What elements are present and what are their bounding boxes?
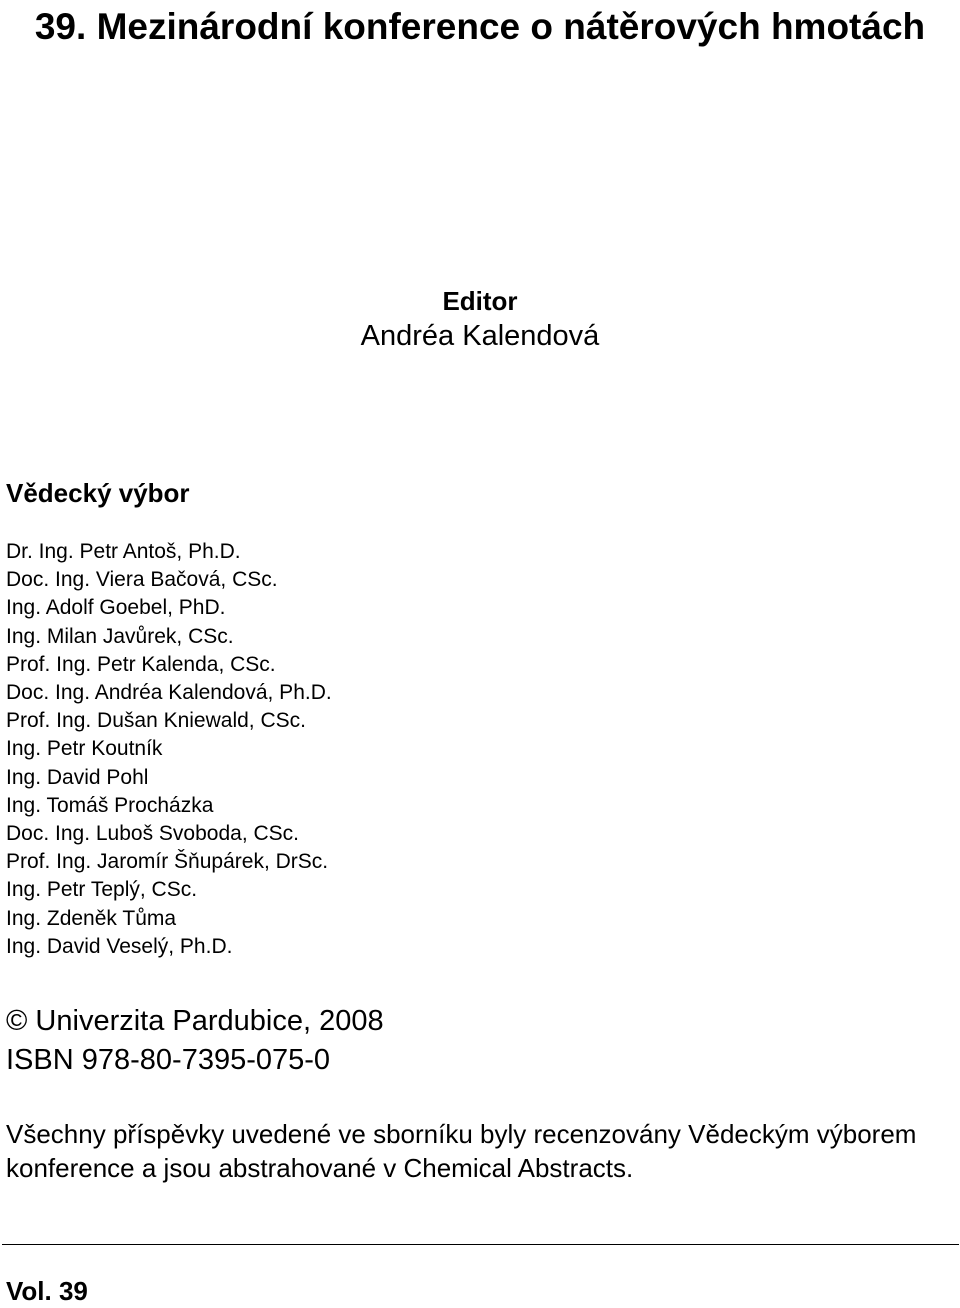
committee-member: Ing. Tomáš Procházka [6, 793, 214, 817]
committee-member: Doc. Ing. Viera Bačová, CSc. [6, 568, 278, 592]
committee-member: Prof. Ing. Dušan Kniewald, CSc. [6, 709, 306, 733]
editor-label: Editor [442, 286, 518, 316]
committee-member: Ing. Milan Javůrek, CSc. [6, 624, 234, 648]
committee-member: Prof. Ing. Petr Kalenda, CSc. [6, 652, 276, 676]
committee-member: Doc. Ing. Andréa Kalendová, Ph.D. [6, 681, 332, 705]
conference-title: 39. Mezinárodní konference o nátěrových hmotách [34, 6, 926, 47]
committee-member: Ing. Adolf Goebel, PhD. [6, 596, 226, 620]
horizontal-divider [2, 1244, 959, 1245]
committee-member: Dr. Ing. Petr Antoš, Ph.D. [6, 540, 241, 563]
committee-member: Ing. David Pohl [6, 765, 149, 789]
committee-member: Prof. Ing. Jaromír Šňupárek, DrSc. [6, 850, 329, 874]
committee-member-list [6, 538, 332, 961]
committee-heading: Vědecký výbor [6, 478, 190, 508]
committee-member: Ing. Petr Koutník [6, 737, 163, 761]
committee-member: Ing. David Veselý, Ph.D. [6, 934, 233, 958]
editor-name: Andréa Kalendová [360, 320, 600, 352]
volume-label: Vol. 39 [6, 1276, 88, 1306]
review-note: Všechny příspěvky uvedené ve sborníku byly recenzovány Vědeckým výborem konference a jsou abstrahované v Chemical Abstracts. [6, 1119, 917, 1183]
copyright-notice: © Univerzita Pardubice, 2008 [6, 1005, 384, 1037]
committee-member: Ing. Zdeněk Tůma [6, 906, 177, 930]
committee-member: Doc. Ing. Luboš Svoboda, CSc. [6, 822, 300, 846]
committee-member: Ing. Petr Teplý, CSc. [6, 878, 198, 902]
isbn: ISBN 978-80-7395-075-0 [6, 1044, 331, 1076]
editor-block [0, 284, 960, 354]
